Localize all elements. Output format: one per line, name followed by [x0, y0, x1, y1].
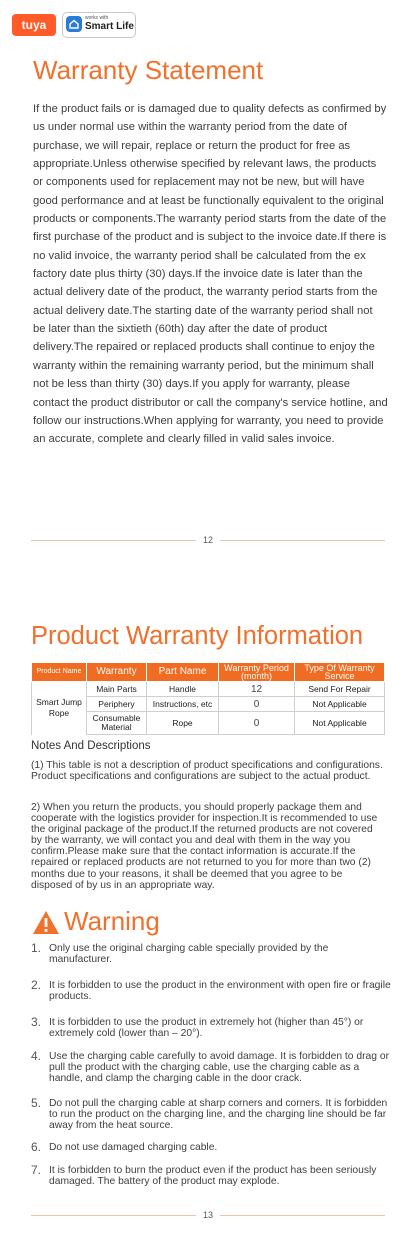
warranty-statement-title: Warranty Statement — [33, 55, 264, 85]
page-number: 13 — [202, 1210, 213, 1220]
warning-item-text: Use the charging cable carefully to avoid damage. It is forbidden to drag or pull the product with the charging cable, use the charging cable as a handle, and clamp the charging cable in the door crack. — [49, 1051, 389, 1085]
warning-item-text: It is forbidden to use the product in extremely hot (higher than 45°) or extremely cold (lower than – 20°). — [49, 1017, 364, 1040]
warning-item-text: It is forbidden to use the product in the environment with open fire or fragile products. — [49, 980, 391, 1003]
note-item: 2) When you return the products, you should properly package them and cooperate with the logistics provider for inspection.It is recommended to use the original package of the product.If the returned products are not covered by the warranty, we will contact you and deal with them in the way you confirm.Please make sure that the contact information is accurate.If the repaired or replaced products are not returned to you for more than two (2) months due to your reasons, it shall be deemed that you agree to be disposed of by us in an appropriate way. — [31, 802, 378, 891]
warning-item-text: Do not pull the charging cable at sharp corners and corners. It is forbidden to run the product on the charging line, and the charging line should be far away from the heat source. — [49, 1098, 388, 1132]
warning-item-number: 5. — [31, 1096, 42, 1110]
warning-item-number: 7. — [31, 1163, 42, 1177]
table-row — [32, 682, 385, 697]
table-header-cell: Part Name — [147, 663, 219, 682]
note-item: (1) This table is not a description of product specifications and configurations. Product specifications and configurations are subject to the actual product. — [31, 760, 383, 783]
warranty-info-title: Product Warranty Information — [31, 622, 364, 650]
warning-item-text: Do not use damaged charging cable. — [49, 1142, 218, 1153]
table-cell: Send For Repair — [295, 682, 385, 697]
table-cell: 0 — [219, 697, 295, 712]
tuya-logo: tuya — [12, 14, 56, 36]
smart-life-home-icon — [66, 16, 82, 32]
table-cell: Consumable Material — [87, 712, 147, 735]
smart-life-tagline: works with — [85, 15, 109, 21]
warning-item-text: It is forbidden to burn the product even if the product has been seriously damaged. The battery of the product may explode. — [49, 1165, 377, 1188]
table-cell: Not Applicable — [295, 697, 385, 712]
table-cell: Main Parts — [87, 682, 147, 697]
page-divider-left — [31, 1215, 196, 1216]
warning-item-number: 6. — [31, 1140, 42, 1154]
notes-title: Notes And Descriptions — [31, 740, 151, 752]
table-header-row — [32, 663, 385, 682]
warranty-table — [31, 662, 385, 735]
table-cell: Rope — [147, 712, 219, 735]
warning-item-text: Only use the original charging cable specially provided by the manufacturer. — [49, 943, 329, 966]
warning-title: Warning — [64, 906, 160, 936]
smart-life-badge — [62, 12, 136, 38]
warning-item-number: 2. — [31, 978, 42, 992]
warning-triangle-icon — [32, 910, 60, 935]
page-number: 12 — [202, 535, 213, 545]
table-header-cell: Warranty Period (month) — [219, 663, 295, 682]
table-header-cell: Type Of Warranty Service — [295, 663, 385, 682]
table-cell: 12 — [219, 682, 295, 697]
warranty-statement-body: If the product fails or is damaged due to quality defects as confirmed by us under normal use within the warranty period from the date of purchase, we will repair, replace or return the product for free as appropriate.Unless otherwise specified by relevant laws, the products or components used for replacement may not be new, but will have good performance and at least be functionally equivalent to the original products or components.The warranty period starts from the date of the first purchase of the product and is subject to the invoice date.If there is no valid invoice, the warranty period shall be calculated from the ex factory date plus thirty (30) days.If the invoice date is later than the actual delivery date of the product, the warranty period starts from the actual delivery date.The starting date of the warranty period shall not be later than the sixtieth (60th) day after the date of product delivery.The repaired or replaced products shall continue to enjoy the warranty within the remaining warranty period, but the minimum shall not be less than thirty (30) days.If you apply for warranty, please contact the product distributor or call the company's service hotline, and follow our instructions.When applying for warranty, you need to provide an accurate, complete and clearly filled in valid sales invoice. — [33, 103, 388, 446]
table-cell: Handle — [147, 682, 219, 697]
page-divider-left — [31, 540, 196, 541]
warning-item-number: 3. — [31, 1015, 42, 1029]
smart-life-label: Smart Life — [85, 21, 134, 32]
table-header-cell: Product Name — [32, 663, 87, 682]
page-divider-right — [220, 540, 385, 541]
table-cell: Periphery — [87, 697, 147, 712]
warning-item-number: 1. — [31, 941, 42, 955]
table-header-cell: Warranty — [87, 663, 147, 682]
table-cell: 0 — [219, 712, 295, 735]
page-divider-right — [220, 1215, 385, 1216]
table-cell: Not Applicable — [295, 712, 385, 735]
warning-item-number: 4. — [31, 1049, 42, 1063]
product-name-cell: Smart Jump Rope — [32, 682, 87, 735]
table-cell: Instructions, etc — [147, 697, 219, 712]
